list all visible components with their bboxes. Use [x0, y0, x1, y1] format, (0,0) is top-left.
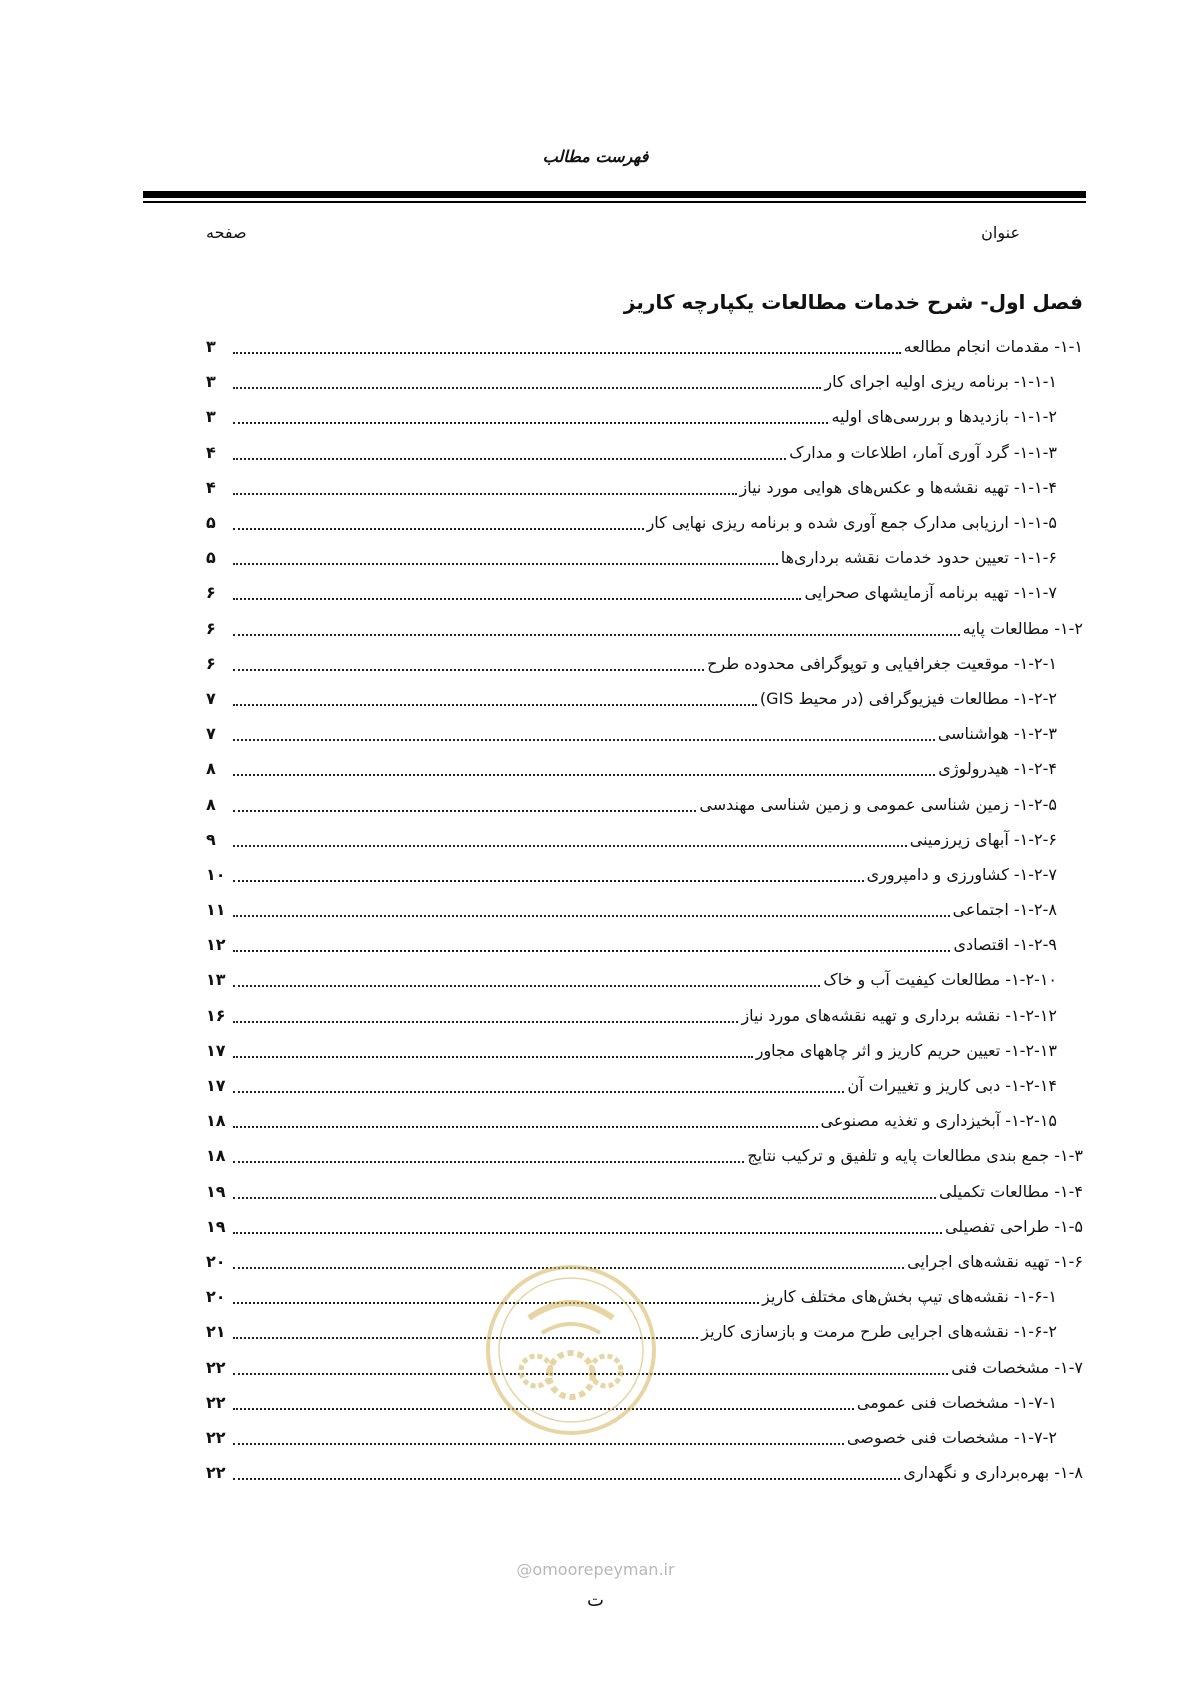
toc-leader-dots: [233, 562, 778, 565]
toc-entry-label: ۱-۷-۱- مشخصات فنی عمومی: [856, 1392, 1057, 1412]
toc-entry-label: ۱-۲-۱۴- دبی کاریز و تغییرات آن: [847, 1076, 1057, 1096]
toc-entry-label: ۱-۲-۵- زمین شناسی عمومی و زمین شناسی مهندسی: [699, 794, 1057, 814]
toc-leader-dots: [233, 984, 820, 987]
toc-leader-dots: [233, 949, 950, 952]
toc-entry-page: ۲۲: [206, 1427, 226, 1447]
toc-entry-page: ۱۸: [206, 1146, 226, 1166]
toc-leader-dots: [233, 738, 935, 741]
toc-entry: [206, 364, 1083, 399]
toc-leader-dots: [233, 351, 901, 354]
toc-entry-page: ۶: [206, 583, 216, 603]
toc-leader-dots: [233, 492, 737, 495]
chapter-heading: فصل اول- شرح خدمات مطالعات یکپارچه کاریز: [623, 290, 1083, 314]
toc-entry-label: ۱-۳- جمع بندی مطالعات پایه و تلفیق و ترکیب نتایج: [747, 1146, 1083, 1166]
toc-entry-label: ۱-۲-۹- اقتصادی: [953, 935, 1057, 955]
toc-entry-page: ۲۰: [206, 1287, 226, 1307]
toc-entry: [206, 470, 1083, 505]
toc-entry-page: ۳: [206, 372, 216, 392]
toc-entry-label: ۱-۲-۱۳- تعیین حریم کاریز و اثر چاههای مجاور: [755, 1040, 1057, 1060]
page-title: فهرست مطالب: [542, 147, 649, 166]
toc-leader-dots: [233, 773, 935, 776]
toc-entry-label: ۱-۱-۳- گرد آوری آمار، اطلاعات و مدارک: [789, 442, 1057, 462]
toc-entry: [206, 892, 1083, 927]
toc-entry-page: ۷: [206, 688, 216, 708]
toc-entry-label: ۱-۵- طراحی تفصیلی: [944, 1216, 1083, 1236]
toc-entry-label: ۱-۲-۱- موقعیت جغرافیایی و توپوگرافی محدوده طرح: [707, 653, 1057, 673]
toc-leader-dots: [233, 914, 950, 917]
column-heading-title: عنوان: [981, 223, 1020, 242]
toc-entry-label: ۱-۷-۲- مشخصات فنی خصوصی: [846, 1427, 1057, 1447]
toc-entry-label: ۱-۶- تهیه نقشه‌های اجرایی: [907, 1251, 1083, 1271]
toc-entry-page: ۲۱: [206, 1322, 226, 1342]
toc-entry-label: ۱-۱-۱- برنامه ریزی اولیه اجرای کار: [824, 372, 1057, 392]
toc-entry: [206, 1209, 1083, 1244]
toc-entry-page: ۱۷: [206, 1040, 226, 1060]
toc-leader-dots: [233, 844, 907, 847]
toc-entry: [206, 611, 1083, 646]
toc-entry-label: ۱-۲-۱۲- نقشه برداری و تهیه نقشه‌های مورد نیاز: [741, 1005, 1057, 1025]
toc-entry: [206, 1174, 1083, 1209]
toc-leader-dots: [233, 597, 801, 600]
toc-entry-page: ۵: [206, 513, 216, 533]
toc-entry: [206, 998, 1083, 1033]
toc-entry-label: ۱-۲-۶- آبهای زیرزمینی: [909, 829, 1057, 849]
header-rule-thick: [143, 191, 1086, 198]
toc-entry: [206, 505, 1083, 540]
toc-entry-page: ۴: [206, 442, 216, 462]
toc-leader-dots: [233, 457, 786, 460]
toc-entry-label: ۱-۶-۱- نقشه‌های تیپ بخش‌های مختلف کاریز: [762, 1287, 1057, 1307]
toc-entry-page: ۳: [206, 337, 216, 357]
toc-entry-label: ۱-۲-۱۵- آبخیزداری و تغذیه مصنوعی: [820, 1111, 1057, 1131]
toc-leader-dots: [233, 1442, 844, 1445]
toc-entry: [206, 435, 1083, 470]
toc-entry-label: ۱-۲-۲- مطالعات فیزیوگرافی (در محیط GIS): [759, 688, 1057, 708]
toc-entry-page: ۵: [206, 548, 216, 568]
toc-entry-page: ۱۹: [206, 1216, 226, 1236]
toc-entry-page: ۱۱: [206, 900, 226, 920]
toc-leader-dots: [233, 1125, 818, 1128]
toc-entry-label: ۱-۱-۲- بازدیدها و بررسی‌های اولیه: [831, 407, 1057, 427]
toc-entry-page: ۲۲: [206, 1463, 226, 1483]
toc-leader-dots: [233, 527, 644, 530]
toc-leader-dots: [233, 421, 828, 424]
toc-entry-page: ۲۲: [206, 1357, 226, 1377]
toc-entry-label: ۱-۲-۱۰- مطالعات کیفیت آب و خاک: [823, 970, 1057, 990]
toc-leader-dots: [233, 1055, 753, 1058]
toc-leader-dots: [233, 668, 704, 671]
toc-entry-label: ۱-۱- مقدمات انجام مطالعه: [903, 337, 1083, 357]
toc-entry-label: ۱-۲-۴- هیدرولوژی: [938, 759, 1057, 779]
toc-leader-dots: [233, 1160, 744, 1163]
toc-entry-page: ۱۳: [206, 970, 226, 990]
toc-entry-page: ۸: [206, 794, 216, 814]
toc-leader-dots: [233, 1477, 900, 1480]
toc-entry-label: ۱-۸- بهره‌برداری و نگهداری: [903, 1463, 1083, 1483]
toc-leader-dots: [233, 1090, 844, 1093]
toc-entry: [206, 646, 1083, 681]
toc-entry: [206, 857, 1083, 892]
toc-entry-page: ۸: [206, 759, 216, 779]
toc-entry-page: ۶: [206, 618, 216, 638]
toc-entry-label: ۱-۱-۶- تعیین حدود خدمات نقشه برداری‌ها: [780, 548, 1057, 568]
toc-leader-dots: [233, 703, 757, 706]
toc-entry: [206, 716, 1083, 751]
toc-entry: [206, 399, 1083, 434]
toc-entry: [206, 681, 1083, 716]
toc-entry-page: ۲۰: [206, 1251, 226, 1271]
toc-entry: [206, 1068, 1083, 1103]
toc-entry: [206, 329, 1083, 364]
toc-leader-dots: [233, 386, 821, 389]
toc-leader-dots: [233, 879, 864, 882]
toc-entry: [206, 1455, 1083, 1490]
toc-entry-label: ۱-۶-۲- نقشه‌های اجرایی طرح مرمت و بازسازی کاریز: [701, 1322, 1057, 1342]
toc-entry-page: ۳: [206, 407, 216, 427]
toc-leader-dots: [233, 809, 696, 812]
toc-entry-page: ۱۲: [206, 935, 226, 955]
toc-entry: [206, 786, 1083, 821]
toc-entry-page: ۲۲: [206, 1392, 226, 1412]
watermark-logo: [484, 1263, 658, 1437]
toc-entry-page: ۱۷: [206, 1076, 226, 1096]
toc-entry-label: ۱-۲- مطالعات پایه: [962, 618, 1083, 638]
toc-entry: [206, 1138, 1083, 1173]
toc-entry-label: ۱-۷- مشخصات فنی: [951, 1357, 1083, 1377]
toc-leader-dots: [233, 633, 960, 636]
toc-leader-dots: [233, 1196, 936, 1199]
header-rule-thin: [143, 201, 1086, 203]
toc-entry-page: ۹: [206, 829, 216, 849]
toc-entry: [206, 962, 1083, 997]
toc-entry-page: ۶: [206, 653, 216, 673]
toc-entry: [206, 822, 1083, 857]
watermark-website: @omoorepeyman.ir: [516, 1560, 675, 1579]
column-heading-page: صفحه: [206, 223, 247, 242]
toc-entry-label: ۱-۴- مطالعات تکمیلی: [938, 1181, 1083, 1201]
toc-entry-page: ۱۶: [206, 1005, 226, 1025]
toc-entry-label: ۱-۲-۸- اجتماعی: [952, 900, 1057, 920]
toc-entry-page: ۴: [206, 477, 216, 497]
toc-entry: [206, 1033, 1083, 1068]
toc-leader-dots: [233, 1231, 942, 1234]
toc-entry-page: ۱۹: [206, 1181, 226, 1201]
toc-entry: [206, 575, 1083, 610]
toc-entry-page: ۱۸: [206, 1111, 226, 1131]
toc-entry-label: ۱-۱-۴- تهیه نقشه‌ها و عکس‌های هوایی مورد نیاز: [739, 477, 1057, 497]
toc-entry-label: ۱-۲-۳- هواشناسی: [937, 724, 1057, 744]
toc-entry-label: ۱-۱-۵- ارزیابی مدارک جمع آوری شده و برنامه ریزی نهایی کار: [646, 513, 1057, 533]
toc-entry-label: ۱-۲-۷- کشاورزی و دامپروری: [866, 864, 1057, 884]
toc-entry: [206, 1103, 1083, 1138]
toc-entry-page: ۷: [206, 724, 216, 744]
toc-entry: [206, 540, 1083, 575]
page-number: ت: [587, 1590, 604, 1611]
toc-entry: [206, 751, 1083, 786]
toc-leader-dots: [233, 1020, 738, 1023]
toc-entry: [206, 927, 1083, 962]
toc-entry-label: ۱-۱-۷- تهیه برنامه آزمایشهای صحرایی: [804, 583, 1057, 603]
toc-entry-page: ۱۰: [206, 864, 226, 884]
